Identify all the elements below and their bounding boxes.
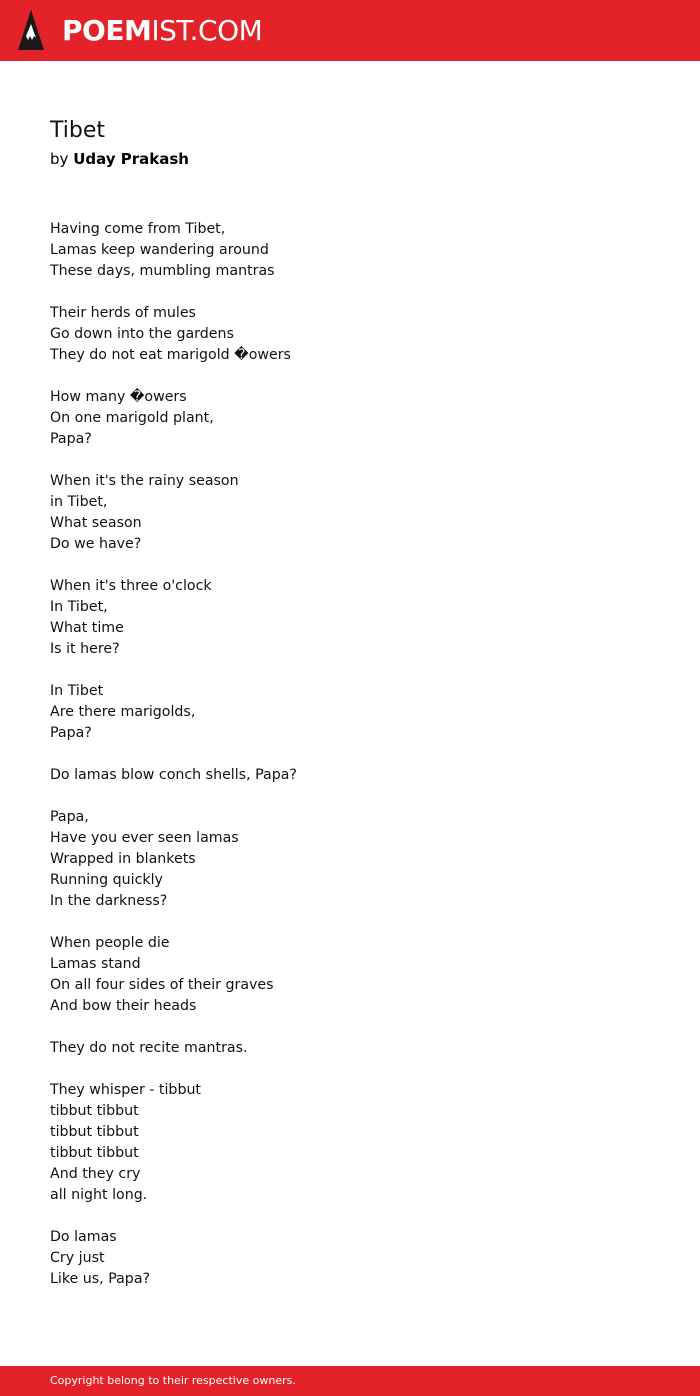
poem-line: In the darkness? <box>50 893 168 909</box>
author-name: Uday Prakash <box>73 150 189 168</box>
poem-line: How many �owers <box>50 389 187 405</box>
poem-line: Do lamas <box>50 1229 117 1245</box>
poem-line: Papa? <box>50 431 92 447</box>
poem-line: When it's three o'clock <box>50 578 212 594</box>
brand-strong: POEM <box>62 14 152 47</box>
poem-line: Having come from Tibet, <box>50 221 226 237</box>
poem-line: They whisper - tibbut <box>50 1082 201 1098</box>
brand-light: IST.COM <box>151 14 263 47</box>
poem-line: Their herds of mules <box>50 305 196 321</box>
poem-line: Go down into the gardens <box>50 326 234 342</box>
poem-line: Have you ever seen lamas <box>50 830 239 846</box>
poem-line: Is it here? <box>50 641 120 657</box>
poem-line: Wrapped in blankets <box>50 851 196 867</box>
poem-line: In Tibet, <box>50 599 108 615</box>
poem-line: They do not eat marigold �owers <box>50 347 291 363</box>
poem-line: Do we have? <box>50 536 142 552</box>
poem-line: Are there marigolds, <box>50 704 196 720</box>
poem-stanza <box>50 1038 650 1059</box>
poem-title: Tibet <box>50 118 105 143</box>
poem-stanza <box>50 387 650 450</box>
site-header <box>0 0 700 61</box>
poem-line: Papa? <box>50 725 92 741</box>
poem-stanza <box>50 1080 650 1206</box>
poem-line: Cry just <box>50 1250 105 1266</box>
poem-line: tibbut tibbut <box>50 1145 139 1161</box>
poem-line: On one marigold plant, <box>50 410 214 426</box>
poem-line: When it's the rainy season <box>50 473 239 489</box>
poem-stanza <box>50 303 650 366</box>
poem-line: And bow their heads <box>50 998 197 1014</box>
site-footer <box>0 1366 700 1396</box>
poem-stanza <box>50 576 650 660</box>
poem-line: tibbut tibbut <box>50 1124 139 1140</box>
poem-line: Like us, Papa? <box>50 1271 151 1287</box>
poem-line: Do lamas blow conch shells, Papa? <box>50 767 297 783</box>
poem-line: When people die <box>50 935 170 951</box>
poem-line: Lamas stand <box>50 956 141 972</box>
site-logo-text[interactable] <box>62 12 262 50</box>
poem-line: Papa, <box>50 809 89 825</box>
poem-line: And they cry <box>50 1166 141 1182</box>
by-label: by <box>50 150 69 168</box>
poem-stanza <box>50 933 650 1017</box>
poem-line: These days, mumbling mantras <box>50 263 275 279</box>
poem-stanza <box>50 471 650 555</box>
poem-line: What time <box>50 620 124 636</box>
poem-line: In Tibet <box>50 683 104 699</box>
poem-line: On all four sides of their graves <box>50 977 274 993</box>
poem-stanza <box>50 681 650 744</box>
pencil-tip-icon[interactable] <box>18 10 44 51</box>
poem-line: Running quickly <box>50 872 163 888</box>
poem-byline <box>50 148 189 170</box>
poem-line: What season <box>50 515 142 531</box>
poem-line: all night long. <box>50 1187 148 1203</box>
poem-line: in Tibet, <box>50 494 108 510</box>
poem-stanza <box>50 219 650 282</box>
copyright-notice: Copyright belong to their respective owners. <box>50 1374 296 1387</box>
poem-stanza <box>50 1227 650 1290</box>
poem-stanza <box>50 765 650 786</box>
poem-line: tibbut tibbut <box>50 1103 139 1119</box>
poem-line: Lamas keep wandering around <box>50 242 269 258</box>
poem-stanza <box>50 807 650 912</box>
poem-line: They do not recite mantras. <box>50 1040 248 1056</box>
poem-body <box>50 219 650 1311</box>
